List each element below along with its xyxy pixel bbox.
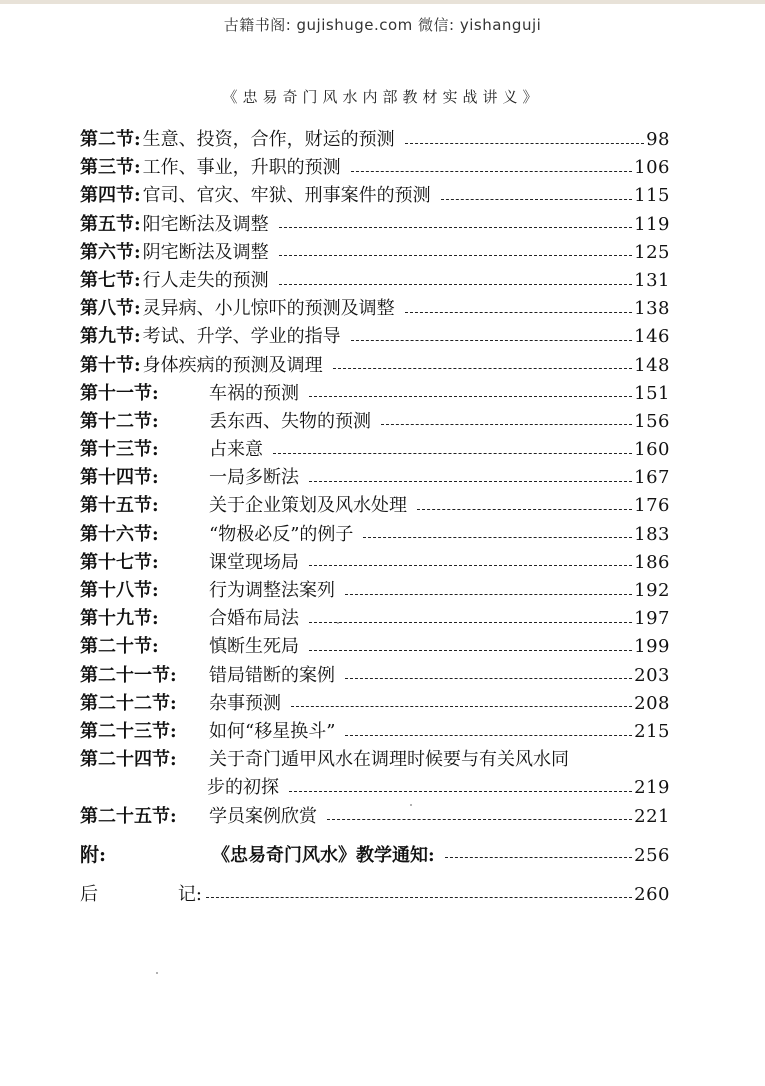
- toc-page-number: 197: [634, 608, 670, 630]
- toc-entry-title: 丢东西、失物的预测: [209, 410, 371, 432]
- toc-page-number: 186: [634, 551, 670, 573]
- leader-dots: [309, 650, 632, 651]
- leader-dots: [291, 706, 632, 707]
- scan-speck: [337, 622, 339, 624]
- leader-dots: [327, 819, 632, 820]
- toc-entry[interactable]: [80, 690, 670, 718]
- toc-entry[interactable]: [80, 295, 670, 323]
- postscript-label: [80, 881, 202, 909]
- toc-entry-title: 如何“移星换斗”: [209, 720, 336, 742]
- leader-dots: [309, 396, 632, 397]
- leader-dots: [273, 453, 632, 454]
- watermark-text: 古籍书阁: gujishuge.com 微信: yishanguji: [223, 16, 542, 34]
- leader-dots: [381, 424, 632, 425]
- toc-entry[interactable]: [80, 605, 670, 633]
- toc-entry-title: 关于企业策划及风水处理: [209, 495, 407, 517]
- toc-entry-title: 阴宅断法及调整: [142, 241, 269, 263]
- toc-entry[interactable]: [80, 549, 670, 577]
- leader-dots: [351, 340, 632, 341]
- toc-entry-title: 合婚布局法: [209, 608, 299, 630]
- leader-dots: [345, 735, 632, 736]
- toc-entry[interactable]: [80, 577, 670, 605]
- toc-section-number: 第二十四节:: [80, 749, 177, 771]
- leader-dots: [345, 594, 632, 595]
- top-edge-bar: [0, 0, 765, 4]
- toc-section-number: 第八节:: [80, 298, 141, 320]
- leader-dots: [351, 171, 632, 172]
- toc-entry-title: 慎断生死局: [209, 636, 299, 658]
- toc-section-number: 第四节:: [80, 185, 141, 207]
- toc-section-number: 第十六节:: [80, 523, 159, 545]
- toc-entry[interactable]: [80, 182, 670, 210]
- toc-section-number: 第十三节:: [80, 439, 159, 461]
- toc-section-number: 第七节:: [80, 269, 141, 291]
- appendix-label: 附:: [80, 843, 107, 866]
- toc-page-number: 176: [634, 495, 670, 517]
- toc-entry-title: 一局多断法: [209, 467, 299, 489]
- toc-entry-title: 考试、升学、学业的指导: [142, 326, 341, 348]
- toc-entry[interactable]: [80, 464, 670, 492]
- toc-entry-title: 身体疾病的预测及调理: [142, 354, 323, 376]
- toc-entry[interactable]: [80, 323, 670, 351]
- toc-section-number: 第十七节:: [80, 551, 159, 573]
- toc-entry-title: 生意、投资，合作，财运的预测: [142, 129, 395, 150]
- toc-section-number: 第二节:: [80, 129, 141, 150]
- leader-dots: [279, 284, 632, 285]
- toc-section-number: 第二十节:: [80, 636, 159, 658]
- toc-page-number: 203: [634, 664, 670, 686]
- leader-dots: [309, 622, 632, 623]
- toc-entry[interactable]: [80, 718, 670, 746]
- scan-speck: [156, 972, 158, 974]
- toc-entry[interactable]: [80, 126, 670, 154]
- toc-entry-title: 行人走失的预测: [142, 269, 269, 291]
- leader-dots: [309, 565, 632, 566]
- toc-section-number: 第十一节:: [80, 382, 159, 404]
- postscript-label-a: 后: [80, 883, 98, 905]
- appendix-title: 《忠易奇门风水》教学通知:: [212, 844, 435, 866]
- toc-entry[interactable]: [80, 352, 670, 380]
- toc-entry-title: 车祸的预测: [209, 382, 299, 404]
- scan-speck: [410, 804, 412, 806]
- leader-dots: [441, 199, 632, 200]
- toc-page-number: 131: [634, 269, 670, 291]
- toc-page-number: 146: [634, 326, 670, 348]
- book-title: 《忠易奇门风水内部教材实战讲义》: [222, 88, 543, 106]
- toc-section-number: 第三节:: [80, 157, 141, 179]
- leader-dots: [279, 227, 632, 228]
- toc-appendix-entry[interactable]: [80, 841, 670, 869]
- toc-section-number: 第二十五节:: [80, 805, 177, 827]
- toc-page-number: 148: [634, 354, 670, 376]
- toc-postscript-entry[interactable]: [80, 881, 670, 909]
- toc-section-number: 第二十二节:: [80, 692, 177, 714]
- toc-entry-title: 阳宅断法及调整: [142, 213, 269, 235]
- toc-page-number: 119: [634, 213, 670, 235]
- toc-page-number: 221: [634, 805, 670, 827]
- toc-entry-continuation[interactable]: [80, 774, 670, 802]
- toc-entry-title: 行为调整法案列: [209, 580, 335, 601]
- toc-section-number: 第二十一节:: [80, 664, 177, 686]
- toc-entry-title: 课堂现场局: [209, 551, 299, 573]
- toc-entry[interactable]: [80, 803, 670, 831]
- toc-section-number: 第十九节:: [80, 608, 159, 630]
- leader-dots: [206, 897, 632, 898]
- toc-section-number: 第二十三节:: [80, 720, 177, 742]
- toc-entry-title: 灵异病、小儿惊吓的预测及调整: [142, 298, 395, 320]
- toc-page-number: 256: [634, 844, 670, 866]
- leader-dots: [309, 481, 632, 482]
- toc-page-number: 151: [634, 382, 670, 404]
- toc-entry[interactable]: [80, 380, 670, 408]
- toc-entry-title-cont: 步的初探: [207, 777, 279, 799]
- toc-entry-title: 学员案例欣赏: [209, 805, 317, 827]
- leader-dots: [405, 143, 644, 144]
- toc-page-number: 199: [634, 636, 670, 658]
- toc-entry-title: 官司、官灾、牢狱、刑事案件的预测: [142, 185, 431, 207]
- toc-page-number: 156: [634, 410, 670, 432]
- toc-entry[interactable]: [80, 154, 670, 182]
- toc-section-number: 第六节:: [80, 241, 141, 263]
- toc-entry[interactable]: [80, 436, 670, 464]
- postscript-label-b: 记:: [177, 883, 202, 905]
- toc-entry[interactable]: [80, 633, 670, 661]
- toc-page-number: 219: [634, 777, 670, 799]
- toc-section-number: 第九节:: [80, 326, 141, 348]
- toc-entry-title: “物极必反”的例子: [209, 523, 354, 545]
- leader-dots: [405, 312, 632, 313]
- leader-dots: [333, 368, 632, 369]
- toc-page-number: 138: [634, 298, 670, 320]
- toc-page-number: 215: [634, 720, 670, 742]
- toc-entry[interactable]: [80, 492, 670, 520]
- toc-section-number: 第十八节:: [80, 580, 159, 601]
- leader-dots: [417, 509, 632, 510]
- leader-dots: [345, 678, 632, 679]
- leader-dots: [289, 791, 632, 792]
- table-of-contents: [80, 126, 670, 909]
- toc-page-number: 260: [634, 883, 670, 905]
- toc-list: [80, 126, 670, 746]
- toc-entry[interactable]: [80, 408, 670, 436]
- leader-dots: [279, 255, 632, 256]
- toc-page-number: 98: [646, 129, 670, 150]
- toc-page-number: 167: [634, 467, 670, 489]
- toc-section-number: 第十二节:: [80, 410, 159, 432]
- toc-entry[interactable]: [80, 662, 670, 690]
- toc-page-number: 115: [634, 185, 670, 207]
- toc-page-number: 106: [634, 157, 670, 179]
- toc-section-number: 第十节:: [80, 354, 141, 376]
- toc-entry-title: 错局错断的案例: [209, 664, 335, 686]
- toc-entry-title: 关于奇门遁甲风水在调理时候要与有关风水同: [209, 749, 569, 771]
- toc-section-number: 第十五节:: [80, 495, 159, 517]
- toc-entry-title: 工作、事业，升职的预测: [142, 157, 341, 179]
- toc-entry[interactable]: [80, 267, 670, 295]
- leader-dots: [445, 857, 632, 858]
- toc-entry[interactable]: [80, 239, 670, 267]
- toc-entry[interactable]: [80, 521, 670, 549]
- toc-entry-multiline[interactable]: [80, 746, 670, 774]
- toc-entry-title: 占来意: [209, 439, 263, 461]
- toc-section-number: 第五节:: [80, 213, 141, 235]
- toc-page-number: 192: [634, 580, 670, 601]
- toc-section-number: 第十四节:: [80, 467, 159, 489]
- toc-page-number: 208: [634, 692, 670, 714]
- toc-entry-title: 杂事预测: [209, 692, 281, 714]
- leader-dots: [363, 537, 632, 538]
- toc-page-number: 160: [634, 439, 670, 461]
- toc-entry[interactable]: [80, 211, 670, 239]
- toc-page-number: 183: [634, 523, 670, 545]
- toc-page-number: 125: [634, 241, 670, 263]
